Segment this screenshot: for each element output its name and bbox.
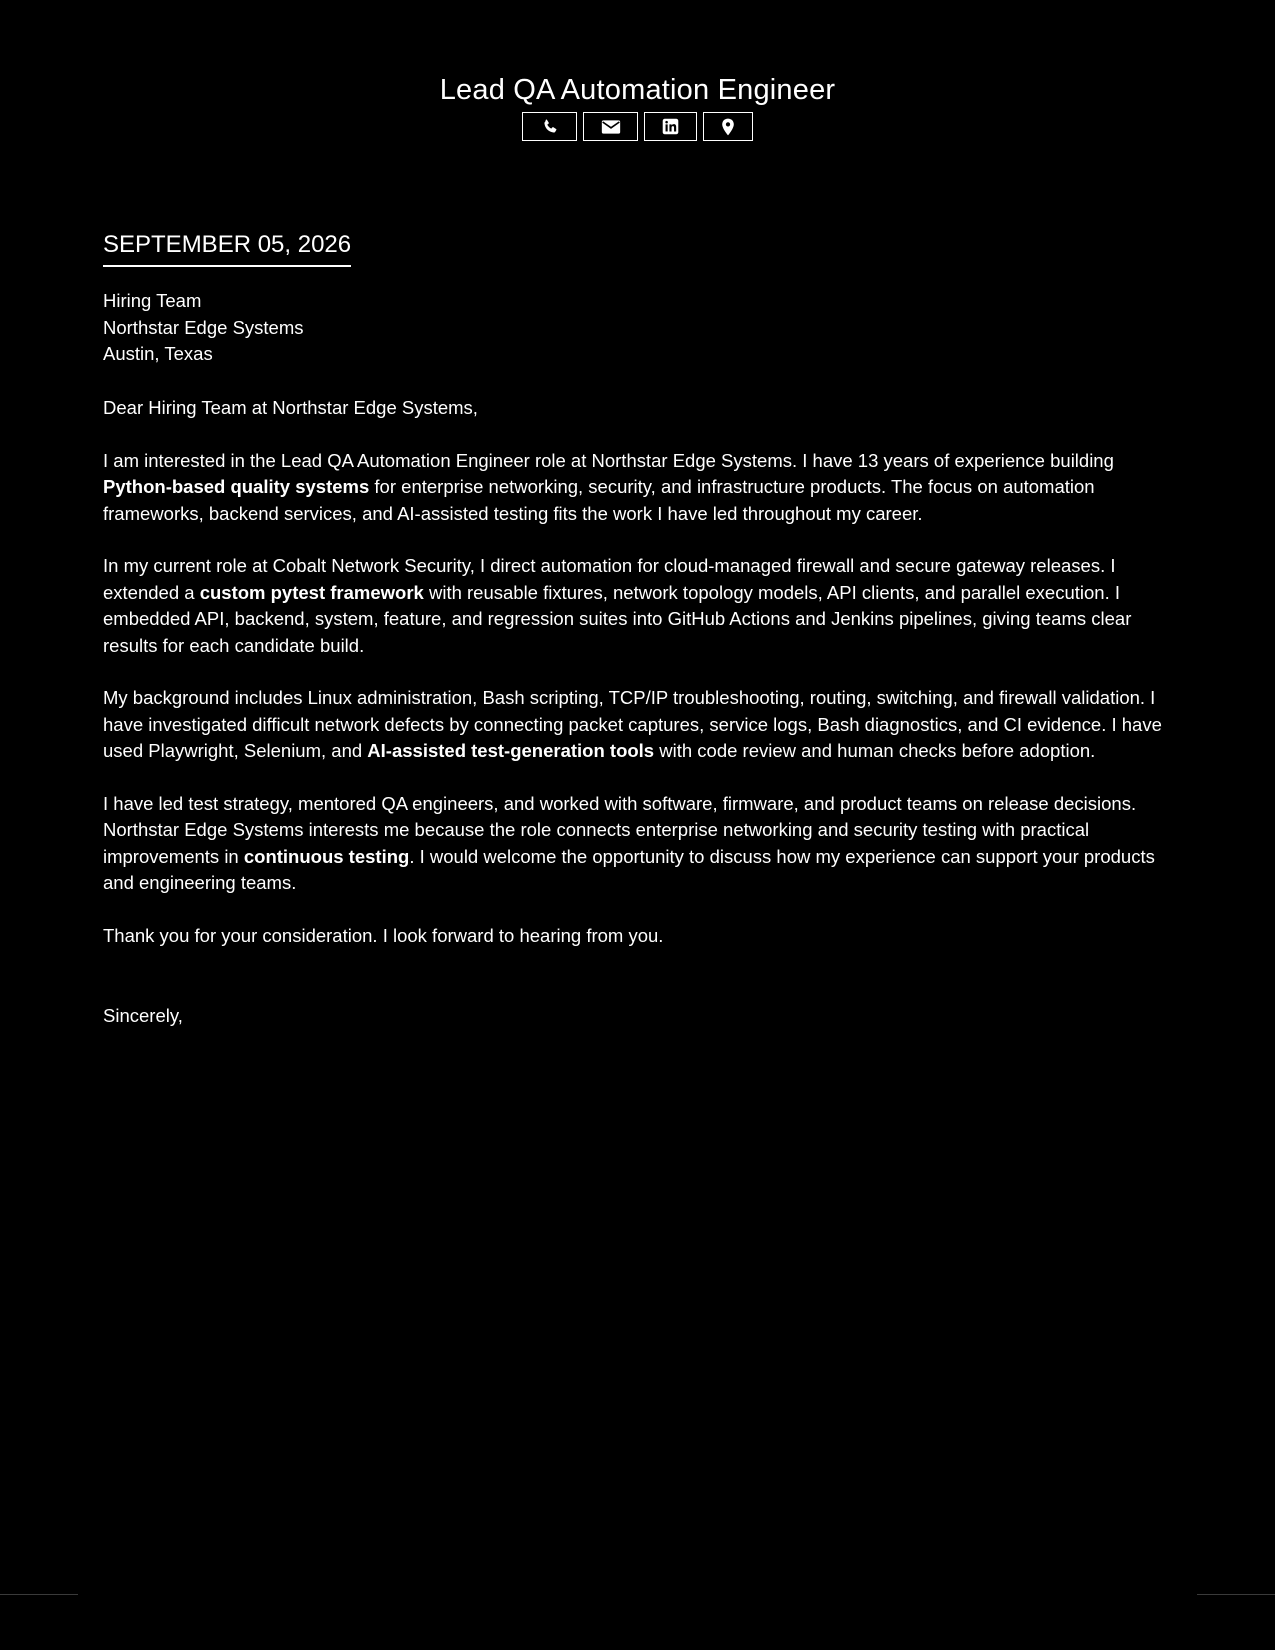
letter-header — [0, 70, 1275, 110]
footer-divider-right — [1197, 1594, 1275, 1595]
paragraph-text: I have led test strategy, mentored QA engineers, and worked with software, firmware, and product teams on release decisions. Northstar Edge Systems interests me because the role connects enterprise networking and security testing with practical improvements in — [103, 792, 1137, 867]
contact-links — [0, 112, 1275, 141]
recipient-company: Northstar Edge Systems — [103, 316, 304, 338]
paragraph-text: I am interested in the Lead QA Automation Engineer role at Northstar Edge Systems. I have 13 years of experience building — [103, 449, 1114, 471]
email-icon — [601, 119, 621, 135]
phone-icon — [541, 118, 559, 136]
footer-divider-left — [0, 1594, 78, 1595]
paragraph-text: with code review and human checks before adoption. — [654, 740, 1096, 761]
recipient-location: Austin, Texas — [103, 343, 213, 364]
paragraph-5: Thank you for your consideration. I look forward to hearing from you. — [103, 924, 664, 946]
linkedin-button[interactable] — [644, 112, 697, 141]
recipient-name: Hiring Team — [103, 290, 202, 311]
paragraph-1 — [103, 448, 1183, 528]
highlight-text: AI-assisted test-generation tools — [367, 740, 655, 761]
highlight-text: custom pytest framework — [199, 581, 424, 603]
recipient-block — [103, 288, 304, 368]
page-title: Lead QA Automation Engineer — [439, 74, 836, 106]
location-button[interactable] — [703, 112, 753, 141]
paragraph-3 — [103, 685, 1183, 765]
highlight-text: continuous testing — [243, 845, 410, 867]
linkedin-icon — [662, 118, 679, 135]
paragraph-text: . I would welcome the opportunity to discuss how my experience can support your products and engineering teams. — [103, 845, 1155, 893]
highlight-text: Python-based quality systems — [103, 476, 370, 497]
paragraph-text: My background includes Linux administration, Bash scripting, TCP/IP troubleshooting, routing, switching, and firewall validation. I have investigated difficult network defects by connecting packet captures, service logs, Bash diagnostics, and CI evidence. I have used Playwright, Selenium, and — [103, 687, 1162, 761]
email-button[interactable] — [583, 112, 638, 141]
closing: Sincerely, — [103, 1005, 183, 1026]
paragraph-text: with reusable fixtures, network topology models, API clients, and parallel execution. I embedded API, backend, system, feature, and regression suites into GitHub Actions and Jenkins pipelines, giving teams clear results for each candidate build. — [103, 581, 1132, 656]
paragraph-2 — [103, 553, 1183, 659]
letter-body — [103, 395, 1183, 975]
phone-button[interactable] — [522, 112, 577, 141]
location-pin-icon — [720, 118, 736, 136]
letter-date: SEPTEMBER 05, 2026 — [103, 228, 351, 267]
paragraph-text: In my current role at Cobalt Network Security, I direct automation for cloud-managed firewall and secure gateway releases. I extended a — [103, 555, 1116, 603]
salutation: Dear Hiring Team at Northstar Edge Systems, — [103, 397, 478, 418]
paragraph-text: for enterprise networking, security, and infrastructure products. The focus on automation frameworks, backend services, and AI-assisted testing fits the work I have led throughout my career. — [103, 476, 1095, 524]
paragraph-4 — [103, 791, 1183, 897]
